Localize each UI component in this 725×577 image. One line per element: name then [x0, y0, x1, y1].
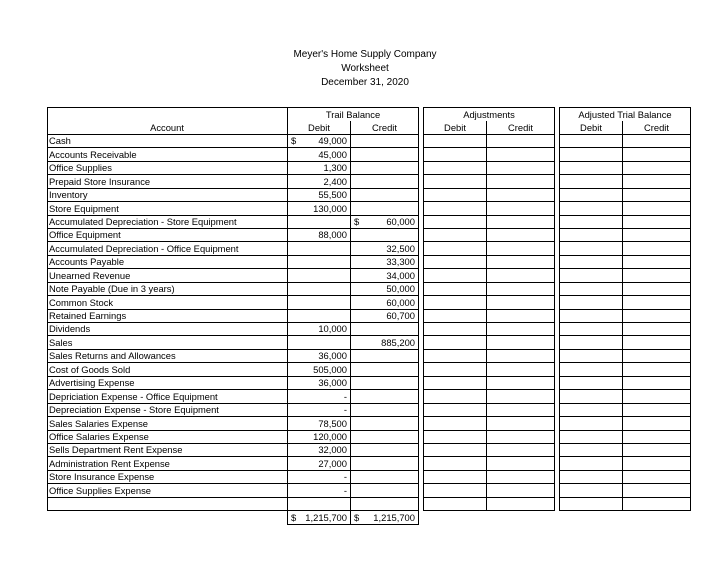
atb-credit-cell [623, 175, 691, 188]
atb-credit-cell [623, 269, 691, 282]
adj-credit-cell [487, 363, 555, 376]
account-name: Prepaid Store Insurance [48, 175, 288, 188]
atb-debit-cell [560, 403, 623, 416]
adj-debit-cell [424, 497, 487, 510]
account-name: Office Supplies Expense [48, 484, 288, 497]
account-name: Unearned Revenue [48, 269, 288, 282]
account-name: Cash [48, 134, 288, 147]
tb-credit-cell: 60,000 [351, 296, 419, 309]
table-row [48, 134, 691, 147]
tb-credit-cell: 60,700 [351, 309, 419, 322]
atb-debit-cell [560, 148, 623, 161]
account-name: Sales Returns and Allowances [48, 349, 288, 362]
adj-credit-cell [487, 376, 555, 389]
worksheet-table [47, 107, 691, 525]
table-row [48, 403, 691, 416]
account-name: Cost of Goods Sold [48, 363, 288, 376]
account-name: Administration Rent Expense [48, 457, 288, 470]
adj-debit-cell [424, 269, 487, 282]
adj-credit-cell [487, 470, 555, 483]
adj-debit-cell [424, 363, 487, 376]
atb-credit-cell [623, 390, 691, 403]
atb-credit-cell [623, 255, 691, 268]
table-row [48, 457, 691, 470]
tb-credit-cell [351, 457, 419, 470]
adj-credit-cell [487, 215, 555, 228]
tb-credit-cell [351, 134, 419, 147]
worksheet-header [0, 48, 725, 90]
account-name: Office Supplies [48, 161, 288, 174]
adj-credit-cell [487, 269, 555, 282]
atb-debit-cell [560, 269, 623, 282]
atb-credit-cell [623, 282, 691, 295]
table-row [48, 269, 691, 282]
amount: 49,000 [318, 135, 347, 147]
atb-credit-cell [623, 202, 691, 215]
adj-debit-cell [424, 175, 487, 188]
tb-credit-cell [351, 363, 419, 376]
atb-debit-cell [560, 161, 623, 174]
total-tb-credit [351, 511, 419, 524]
tb-credit-cell [351, 470, 419, 483]
atb-debit-cell [560, 323, 623, 336]
tb-debit-cell [288, 309, 351, 322]
adj-credit-cell [487, 255, 555, 268]
tb-credit-cell [351, 497, 419, 510]
atb-debit-cell [560, 202, 623, 215]
tb-credit-cell [351, 484, 419, 497]
atb-debit-cell [560, 336, 623, 349]
worksheet-date: December 31, 2020 [321, 77, 409, 88]
tb-credit-cell [351, 349, 419, 362]
adj-credit-cell [487, 484, 555, 497]
account-name: Accumulated Depreciation - Store Equipment [48, 215, 288, 228]
tb-credit-cell: 32,500 [351, 242, 419, 255]
atb-debit-header: Debit [560, 121, 623, 134]
account-name: Dividends [48, 323, 288, 336]
table-row [48, 390, 691, 403]
adj-debit-cell [424, 242, 487, 255]
tb-credit-cell [351, 376, 419, 389]
atb-debit-cell [560, 417, 623, 430]
atb-credit-cell [623, 309, 691, 322]
adj-debit-cell [424, 255, 487, 268]
adj-credit-cell [487, 161, 555, 174]
atb-debit-cell [560, 430, 623, 443]
table-row [48, 497, 691, 510]
account-name: Sales Salaries Expense [48, 417, 288, 430]
account-name: Advertising Expense [48, 376, 288, 389]
adj-credit-header: Credit [487, 121, 555, 134]
tb-debit-cell: 10,000 [288, 323, 351, 336]
adj-credit-cell [487, 188, 555, 201]
table-row [48, 175, 691, 188]
atb-credit-cell [623, 443, 691, 456]
atb-debit-cell [560, 470, 623, 483]
adj-credit-cell [487, 148, 555, 161]
adj-debit-cell [424, 403, 487, 416]
adj-debit-cell [424, 215, 487, 228]
tb-credit-cell [351, 188, 419, 201]
document-title: Worksheet [341, 63, 389, 74]
atb-debit-cell [560, 443, 623, 456]
tb-credit-cell: 34,000 [351, 269, 419, 282]
group-adjustments: Adjustments [424, 108, 555, 121]
atb-credit-cell [623, 296, 691, 309]
atb-credit-cell [623, 349, 691, 362]
tb-debit-cell: 55,500 [288, 188, 351, 201]
atb-credit-cell [623, 430, 691, 443]
atb-debit-cell [560, 390, 623, 403]
adj-debit-cell [424, 376, 487, 389]
atb-debit-cell [560, 188, 623, 201]
table-row [48, 309, 691, 322]
atb-credit-cell [623, 134, 691, 147]
atb-credit-cell [623, 161, 691, 174]
tb-debit-cell: 505,000 [288, 363, 351, 376]
atb-credit-cell [623, 497, 691, 510]
account-name: Store Equipment [48, 202, 288, 215]
account-name: Sells Department Rent Expense [48, 443, 288, 456]
adj-debit-cell [424, 336, 487, 349]
tb-debit-cell [288, 296, 351, 309]
table-row [48, 148, 691, 161]
table-row [48, 430, 691, 443]
table-row [48, 228, 691, 241]
adj-debit-cell [424, 202, 487, 215]
tb-debit-cell: 130,000 [288, 202, 351, 215]
tb-debit-cell [288, 282, 351, 295]
table-row [48, 323, 691, 336]
adj-debit-cell [424, 443, 487, 456]
tb-credit-cell [351, 175, 419, 188]
tb-debit-cell: 78,500 [288, 417, 351, 430]
adj-debit-cell [424, 390, 487, 403]
table-row [48, 242, 691, 255]
adj-debit-cell [424, 349, 487, 362]
account-name: Accounts Receivable [48, 148, 288, 161]
atb-debit-cell [560, 175, 623, 188]
atb-debit-cell [560, 497, 623, 510]
account-name: Accumulated Depreciation - Office Equipment [48, 242, 288, 255]
account-name: Depreciation Expense - Store Equipment [48, 403, 288, 416]
atb-credit-cell [623, 323, 691, 336]
currency-symbol: $ [354, 511, 360, 523]
atb-credit-cell [623, 215, 691, 228]
account-name: Depriciation Expense - Office Equipment [48, 390, 288, 403]
tb-credit-cell: 885,200 [351, 336, 419, 349]
table-row [48, 282, 691, 295]
tb-credit-cell [351, 323, 419, 336]
adj-debit-cell [424, 484, 487, 497]
atb-debit-cell [560, 484, 623, 497]
adj-credit-cell [487, 134, 555, 147]
atb-credit-cell [623, 336, 691, 349]
atb-debit-cell [560, 282, 623, 295]
atb-credit-cell [623, 363, 691, 376]
adj-credit-cell [487, 443, 555, 456]
atb-debit-cell [560, 242, 623, 255]
table-row [48, 336, 691, 349]
table-row [48, 443, 691, 456]
column-header-row [48, 121, 691, 134]
atb-credit-cell [623, 457, 691, 470]
account-name: Office Salaries Expense [48, 430, 288, 443]
tb-debit-cell: 27,000 [288, 457, 351, 470]
table-row [48, 484, 691, 497]
tb-debit-cell [288, 269, 351, 282]
adj-credit-cell [487, 497, 555, 510]
account-name: Note Payable (Due in 3 years) [48, 282, 288, 295]
totals-row [48, 511, 691, 524]
adj-debit-cell [424, 296, 487, 309]
table-row [48, 255, 691, 268]
tb-debit-cell: 36,000 [288, 376, 351, 389]
tb-debit-cell: 32,000 [288, 443, 351, 456]
atb-debit-cell [560, 349, 623, 362]
atb-debit-cell [560, 215, 623, 228]
tb-debit-cell: - [288, 390, 351, 403]
company-name: Meyer's Home Supply Company [293, 49, 437, 60]
table-row [48, 470, 691, 483]
total-amount: 1,215,700 [373, 511, 415, 523]
tb-debit-header: Debit [288, 121, 351, 134]
adj-credit-cell [487, 336, 555, 349]
adj-credit-cell [487, 323, 555, 336]
group-trial-balance: Trail Balance [288, 108, 419, 121]
currency-symbol: $ [291, 135, 297, 147]
account-name: Common Stock [48, 296, 288, 309]
table-row [48, 349, 691, 362]
adj-debit-cell [424, 134, 487, 147]
adj-credit-cell [487, 296, 555, 309]
adj-debit-cell [424, 188, 487, 201]
table-row [48, 202, 691, 215]
atb-credit-cell [623, 403, 691, 416]
tb-credit-cell [351, 202, 419, 215]
adj-credit-cell [487, 457, 555, 470]
tb-debit-cell [288, 255, 351, 268]
tb-debit-cell [288, 134, 351, 147]
atb-credit-cell [623, 228, 691, 241]
atb-debit-cell [560, 255, 623, 268]
adj-credit-cell [487, 349, 555, 362]
account-name: Accounts Payable [48, 255, 288, 268]
tb-debit-cell: 1,300 [288, 161, 351, 174]
total-tb-debit [288, 511, 351, 524]
tb-credit-cell [351, 148, 419, 161]
atb-credit-cell [623, 148, 691, 161]
adj-debit-cell [424, 148, 487, 161]
tb-debit-cell: 2,400 [288, 175, 351, 188]
tb-debit-cell [288, 242, 351, 255]
adj-credit-cell [487, 202, 555, 215]
tb-credit-cell: 33,300 [351, 255, 419, 268]
tb-credit-cell [351, 161, 419, 174]
currency-symbol: $ [354, 215, 360, 227]
tb-debit-cell: - [288, 470, 351, 483]
tb-credit-cell [351, 417, 419, 430]
adj-debit-header: Debit [424, 121, 487, 134]
adj-credit-cell [487, 430, 555, 443]
account-name: Inventory [48, 188, 288, 201]
atb-credit-cell [623, 417, 691, 430]
tb-credit-cell: 50,000 [351, 282, 419, 295]
adj-debit-cell [424, 161, 487, 174]
tb-debit-cell: 88,000 [288, 228, 351, 241]
atb-credit-cell [623, 484, 691, 497]
adj-debit-cell [424, 430, 487, 443]
adj-credit-cell [487, 282, 555, 295]
account-name: Office Equipment [48, 228, 288, 241]
adj-debit-cell [424, 282, 487, 295]
adj-credit-cell [487, 417, 555, 430]
tb-credit-cell [351, 390, 419, 403]
amount: 60,000 [386, 215, 415, 227]
table-row [48, 296, 691, 309]
tb-debit-cell: 36,000 [288, 349, 351, 362]
tb-debit-cell: 120,000 [288, 430, 351, 443]
atb-credit-header: Credit [623, 121, 691, 134]
account-name: Retained Earnings [48, 309, 288, 322]
tb-credit-cell [351, 430, 419, 443]
adj-credit-cell [487, 390, 555, 403]
adj-debit-cell [424, 228, 487, 241]
atb-credit-cell [623, 376, 691, 389]
table-row [48, 161, 691, 174]
atb-debit-cell [560, 228, 623, 241]
adj-debit-cell [424, 417, 487, 430]
tb-debit-cell: - [288, 484, 351, 497]
table-row [48, 417, 691, 430]
tb-debit-cell: - [288, 403, 351, 416]
atb-credit-cell [623, 242, 691, 255]
tb-debit-cell: 45,000 [288, 148, 351, 161]
adj-credit-cell [487, 242, 555, 255]
atb-credit-cell [623, 188, 691, 201]
atb-debit-cell [560, 296, 623, 309]
adj-credit-cell [487, 403, 555, 416]
total-amount: 1,215,700 [305, 511, 347, 523]
adj-debit-cell [424, 323, 487, 336]
tb-credit-cell [351, 443, 419, 456]
atb-debit-cell [560, 134, 623, 147]
tb-debit-cell [288, 336, 351, 349]
tb-debit-cell [288, 215, 351, 228]
atb-credit-cell [623, 470, 691, 483]
adj-debit-cell [424, 309, 487, 322]
tb-credit-cell [351, 403, 419, 416]
group-adjusted-trial-balance: Adjusted Trial Balance [560, 108, 691, 121]
adj-credit-cell [487, 309, 555, 322]
column-group-row [48, 108, 691, 121]
currency-symbol: $ [291, 511, 297, 523]
account-name [48, 497, 288, 510]
adj-debit-cell [424, 457, 487, 470]
account-column-header: Account [48, 121, 288, 134]
atb-debit-cell [560, 309, 623, 322]
adj-credit-cell [487, 175, 555, 188]
tb-debit-cell [288, 497, 351, 510]
atb-debit-cell [560, 457, 623, 470]
atb-debit-cell [560, 363, 623, 376]
tb-credit-cell [351, 228, 419, 241]
adj-debit-cell [424, 470, 487, 483]
account-name: Sales [48, 336, 288, 349]
table-row [48, 188, 691, 201]
table-row [48, 376, 691, 389]
account-name: Store Insurance Expense [48, 470, 288, 483]
table-row [48, 215, 691, 228]
table-row [48, 363, 691, 376]
adj-credit-cell [487, 228, 555, 241]
tb-credit-cell [351, 215, 419, 228]
atb-debit-cell [560, 376, 623, 389]
tb-credit-header: Credit [351, 121, 419, 134]
